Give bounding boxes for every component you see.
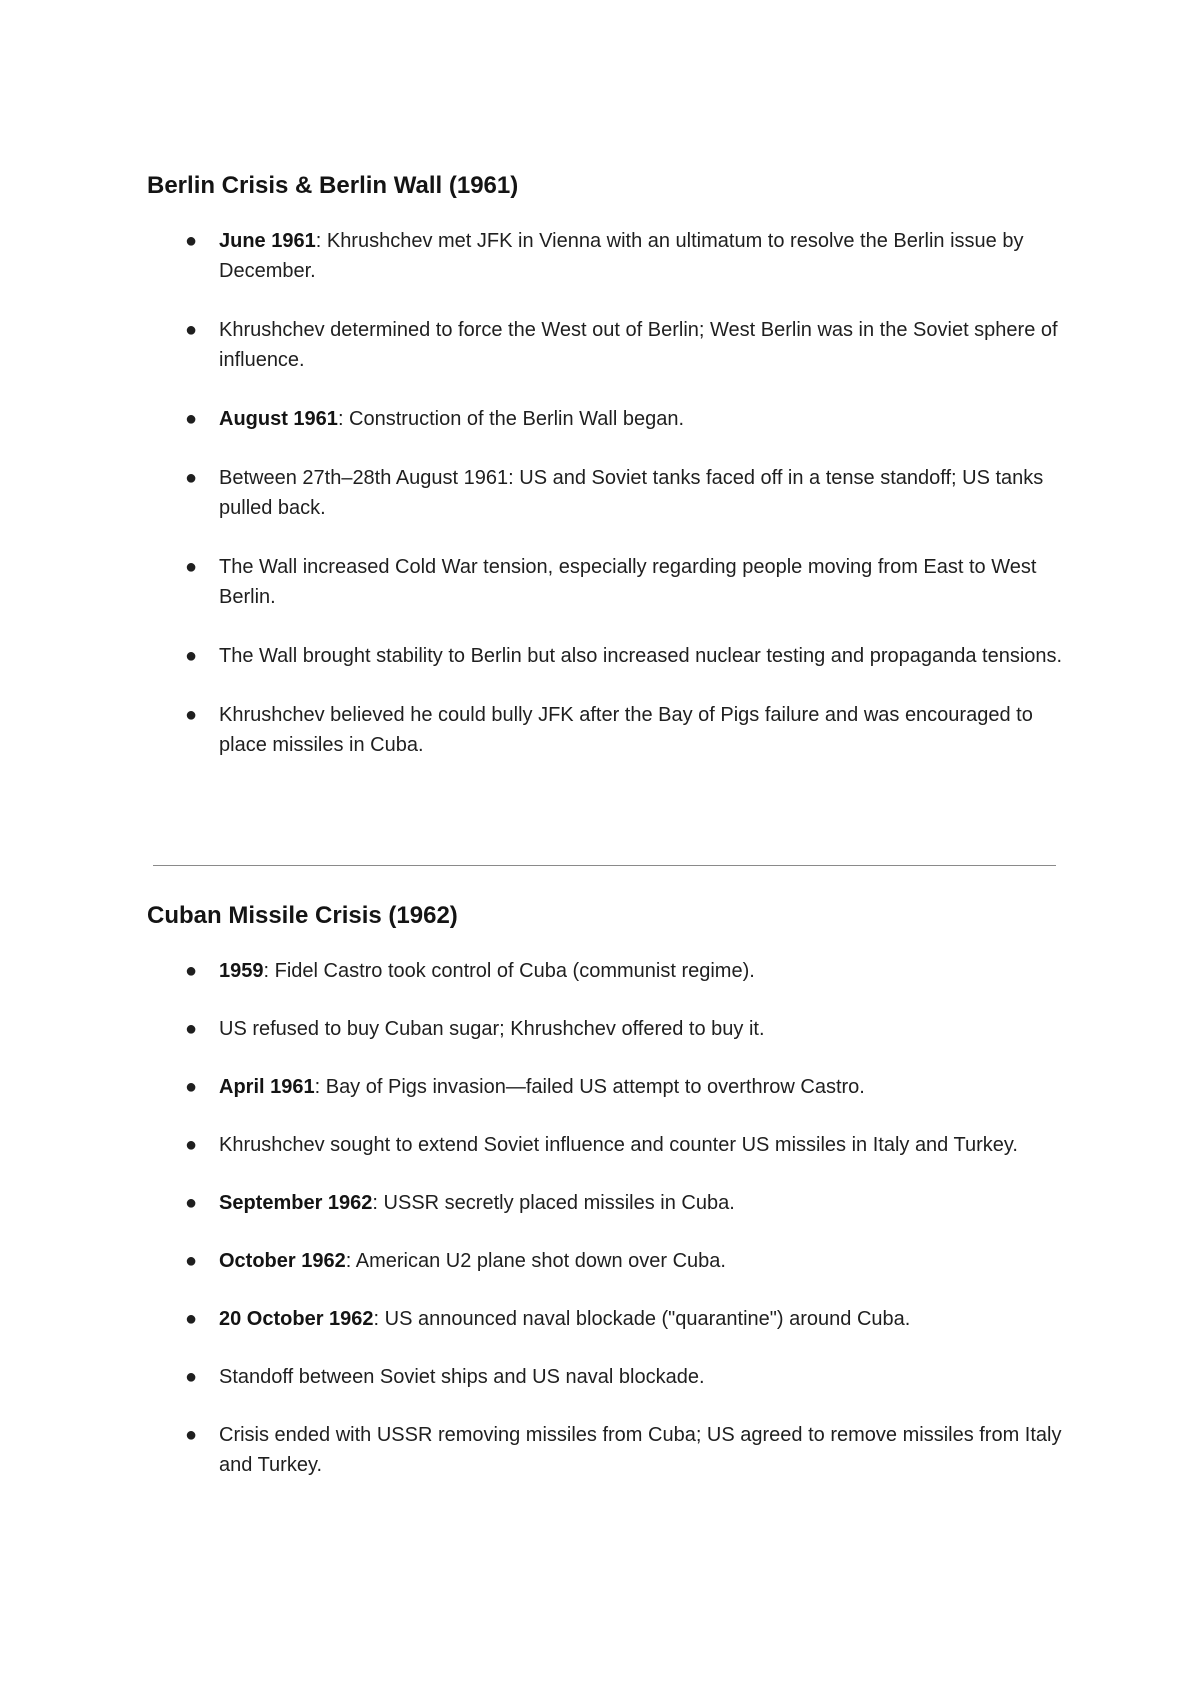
list-item — [147, 1014, 1067, 1044]
bullet-icon: ● — [185, 556, 198, 578]
item-text: Khrushchev determined to force the West out of Berlin; West Berlin was in the Soviet sphere of influence. — [219, 319, 1058, 371]
item-text: : Bay of Pigs invasion—failed US attempt to overthrow Castro. — [314, 1076, 865, 1098]
list-item — [147, 226, 1067, 286]
list-item — [147, 1188, 1067, 1218]
bullet-icon: ● — [185, 704, 198, 726]
item-date: August 1961 — [219, 408, 338, 430]
section-title-cuba: Cuban Missile Crisis (1962) — [147, 902, 458, 929]
bullet-icon: ● — [185, 1018, 198, 1040]
item-text: : US announced naval blockade ("quarantine") around Cuba. — [373, 1308, 911, 1330]
list-item — [147, 552, 1067, 612]
bullet-icon: ● — [185, 960, 198, 982]
item-text: : Construction of the Berlin Wall began. — [337, 408, 685, 430]
list-item — [147, 463, 1067, 523]
item-text: Khrushchev believed he could bully JFK after the Bay of Pigs failure and was encouraged to place missiles in Cuba. — [219, 704, 1033, 756]
bullet-icon: ● — [185, 319, 198, 341]
bullet-icon: ● — [185, 1076, 198, 1098]
bullet-icon: ● — [185, 467, 198, 489]
item-text: Khrushchev sought to extend Soviet influence and counter US missiles in Italy and Turkey. — [219, 1134, 1018, 1156]
item-text: The Wall increased Cold War tension, especially regarding people moving from East to West Berlin. — [219, 556, 1037, 608]
bullet-icon: ● — [185, 1366, 198, 1388]
item-date: June 1961 — [219, 230, 316, 252]
section-title-berlin: Berlin Crisis & Berlin Wall (1961) — [147, 172, 519, 199]
bullet-icon: ● — [185, 1134, 198, 1156]
list-item — [147, 641, 1067, 671]
item-date: September 1962 — [219, 1192, 373, 1214]
bullet-icon: ● — [185, 230, 198, 252]
item-text: : Khrushchev met JFK in Vienna with an ultimatum to resolve the Berlin issue by December. — [219, 230, 1024, 282]
list-item — [147, 315, 1067, 375]
section-divider — [153, 865, 1056, 866]
list-item — [147, 1304, 1067, 1334]
list-item — [147, 1130, 1067, 1160]
item-date: 1959 — [219, 960, 264, 982]
bullet-icon: ● — [185, 645, 198, 667]
item-date: October 1962 — [219, 1250, 346, 1272]
item-text: Standoff between Soviet ships and US naval blockade. — [219, 1366, 705, 1388]
section-cuban-missile-crisis — [147, 900, 1067, 1508]
bullet-icon: ● — [185, 1308, 198, 1330]
bullet-icon: ● — [185, 408, 198, 430]
list-item — [147, 404, 1067, 434]
list-item — [147, 1246, 1067, 1276]
item-date: 20 October 1962 — [219, 1308, 374, 1330]
item-text: : USSR secretly placed missiles in Cuba. — [372, 1192, 735, 1214]
bullet-icon: ● — [185, 1250, 198, 1272]
list-item — [147, 1072, 1067, 1102]
item-text: : Fidel Castro took control of Cuba (communist regime). — [263, 960, 755, 982]
item-text: Crisis ended with USSR removing missiles from Cuba; US agreed to remove missiles from Italy and Turkey. — [219, 1424, 1062, 1476]
bullet-list-berlin — [147, 226, 1067, 760]
item-text: The Wall brought stability to Berlin but also increased nuclear testing and propaganda tensions. — [219, 645, 1063, 667]
bullet-list-cuba — [147, 956, 1067, 1480]
bullet-icon: ● — [185, 1424, 198, 1446]
list-item — [147, 956, 1067, 986]
item-date: April 1961 — [219, 1076, 315, 1098]
list-item — [147, 1362, 1067, 1392]
item-text: : American U2 plane shot down over Cuba. — [345, 1250, 726, 1272]
list-item — [147, 1420, 1067, 1480]
bullet-icon: ● — [185, 1192, 198, 1214]
item-text: US refused to buy Cuban sugar; Khrushchev offered to buy it. — [219, 1018, 765, 1040]
item-text: Between 27th–28th August 1961: US and Soviet tanks faced off in a tense standoff; US tanks pulled back. — [219, 467, 1044, 519]
section-berlin-crisis — [147, 170, 1067, 760]
list-item — [147, 700, 1067, 760]
